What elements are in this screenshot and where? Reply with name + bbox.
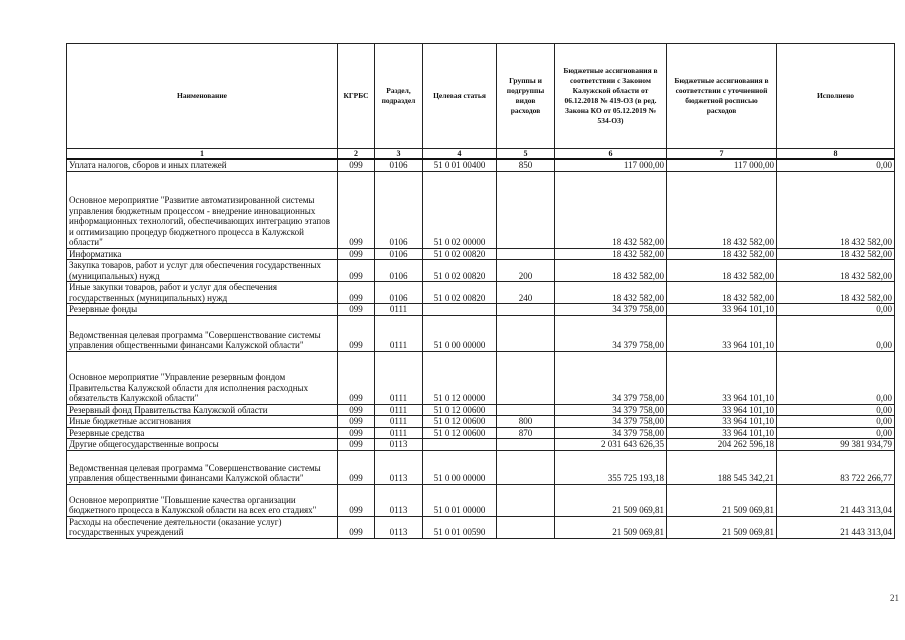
row-kgrbs: 099 xyxy=(338,484,375,516)
row-kgrbs: 099 xyxy=(338,315,375,351)
row-section: 0113 xyxy=(375,516,423,538)
column-number: 7 xyxy=(667,149,777,160)
row-executed: 0,00 xyxy=(777,416,895,428)
row-executed: 83 722 266,77 xyxy=(777,450,895,484)
table-row xyxy=(67,159,895,171)
row-executed: 0,00 xyxy=(777,315,895,351)
row-target: 51 0 00 00000 xyxy=(423,315,497,351)
row-group xyxy=(497,315,555,351)
row-group xyxy=(497,450,555,484)
row-executed: 0,00 xyxy=(777,304,895,316)
table-row xyxy=(67,516,895,538)
row-roster-allocations: 33 964 101,10 xyxy=(667,351,777,404)
row-name: Иные закупки товаров, работ и услуг для обеспечения государственных (муниципальных) нужд xyxy=(67,282,338,304)
row-executed: 0,00 xyxy=(777,351,895,404)
row-kgrbs: 099 xyxy=(338,159,375,171)
row-section: 0106 xyxy=(375,248,423,260)
row-kgrbs: 099 xyxy=(338,404,375,416)
row-roster-allocations: 33 964 101,10 xyxy=(667,404,777,416)
table-row xyxy=(67,351,895,404)
row-target: 51 0 02 00820 xyxy=(423,282,497,304)
row-name: Резервные фонды xyxy=(67,304,338,316)
table-row xyxy=(67,315,895,351)
table-row xyxy=(67,282,895,304)
row-group xyxy=(497,484,555,516)
row-law-allocations: 21 509 069,81 xyxy=(555,484,667,516)
row-executed: 18 432 582,00 xyxy=(777,171,895,248)
row-section: 0111 xyxy=(375,404,423,416)
row-target: 51 0 02 00820 xyxy=(423,248,497,260)
header-group: Группы и подгруппы видов расходов xyxy=(497,44,555,149)
column-number: 3 xyxy=(375,149,423,160)
table-row xyxy=(67,427,895,439)
row-kgrbs: 099 xyxy=(338,439,375,451)
header-name: Наименование xyxy=(67,44,338,149)
row-law-allocations: 34 379 758,00 xyxy=(555,315,667,351)
row-group xyxy=(497,304,555,316)
row-roster-allocations: 21 509 069,81 xyxy=(667,516,777,538)
row-kgrbs: 099 xyxy=(338,171,375,248)
column-number: 2 xyxy=(338,149,375,160)
row-section: 0106 xyxy=(375,159,423,171)
row-kgrbs: 099 xyxy=(338,416,375,428)
row-name: Расходы на обеспечение деятельности (оказание услуг) государственных учреждений xyxy=(67,516,338,538)
row-section: 0111 xyxy=(375,427,423,439)
table-row xyxy=(67,416,895,428)
row-executed: 21 443 313,04 xyxy=(777,516,895,538)
row-name: Ведомственная целевая программа "Совершенствование системы управления общественными финансами Калужской области" xyxy=(67,450,338,484)
row-law-allocations: 355 725 193,18 xyxy=(555,450,667,484)
table-row xyxy=(67,248,895,260)
row-name: Основное мероприятие "Развитие автоматизированной системы управления бюджетным процессом - внедрение инновационных информационных технологий, обеспечивающих интеграцию этапов и оптимизацию процедур бюджетного процесса в Калужской области" xyxy=(67,171,338,248)
row-executed: 18 432 582,00 xyxy=(777,282,895,304)
header-executed: Исполнено xyxy=(777,44,895,149)
column-number: 6 xyxy=(555,149,667,160)
page-number: 21 xyxy=(890,593,899,603)
row-name: Закупка товаров, работ и услуг для обеспечения государственных (муниципальных) нужд xyxy=(67,260,338,282)
row-law-allocations: 34 379 758,00 xyxy=(555,416,667,428)
row-kgrbs: 099 xyxy=(338,248,375,260)
table-row xyxy=(67,404,895,416)
row-target: 51 0 00 00000 xyxy=(423,450,497,484)
header-roster-allocations: Бюджетные ассигнования в соответствии с уточненной бюджетной росписью расходов xyxy=(667,44,777,149)
row-name: Уплата налогов, сборов и иных платежей xyxy=(67,159,338,171)
row-name: Резервный фонд Правительства Калужской области xyxy=(67,404,338,416)
row-target: 51 0 12 00600 xyxy=(423,427,497,439)
row-target xyxy=(423,304,497,316)
table-row xyxy=(67,439,895,451)
row-section: 0111 xyxy=(375,315,423,351)
row-roster-allocations: 18 432 582,00 xyxy=(667,282,777,304)
row-roster-allocations: 33 964 101,10 xyxy=(667,427,777,439)
row-executed: 18 432 582,00 xyxy=(777,260,895,282)
row-law-allocations: 34 379 758,00 xyxy=(555,427,667,439)
column-number: 1 xyxy=(67,149,338,160)
row-law-allocations: 117 000,00 xyxy=(555,159,667,171)
row-executed: 21 443 313,04 xyxy=(777,484,895,516)
row-group: 870 xyxy=(497,427,555,439)
header-law-allocations: Бюджетные ассигнования в соответствии с Законом Калужской области от 06.12.2018 № 419-ОЗ (в ред. Закона КО от 05.12.2019 № 534-ОЗ) xyxy=(555,44,667,149)
header-row xyxy=(67,44,895,149)
row-target xyxy=(423,439,497,451)
row-group: 800 xyxy=(497,416,555,428)
row-name: Ведомственная целевая программа "Совершенствование системы управления общественными финансами Калужской области" xyxy=(67,315,338,351)
row-roster-allocations: 18 432 582,00 xyxy=(667,171,777,248)
row-kgrbs: 099 xyxy=(338,516,375,538)
row-target: 51 0 02 00820 xyxy=(423,260,497,282)
column-number: 4 xyxy=(423,149,497,160)
row-law-allocations: 2 031 643 626,35 xyxy=(555,439,667,451)
table-row xyxy=(67,171,895,248)
row-section: 0111 xyxy=(375,304,423,316)
row-group xyxy=(497,248,555,260)
row-kgrbs: 099 xyxy=(338,260,375,282)
row-target: 51 0 01 00590 xyxy=(423,516,497,538)
column-number: 8 xyxy=(777,149,895,160)
row-group xyxy=(497,171,555,248)
row-group xyxy=(497,439,555,451)
row-target: 51 0 02 00000 xyxy=(423,171,497,248)
row-roster-allocations: 117 000,00 xyxy=(667,159,777,171)
row-section: 0106 xyxy=(375,171,423,248)
row-section: 0113 xyxy=(375,450,423,484)
row-name: Основное мероприятие "Повышение качества организации бюджетного процесса в Калужской области на всех его стадиях" xyxy=(67,484,338,516)
header-section: Раздел, подраздел xyxy=(375,44,423,149)
header-kgrbs: КГРБС xyxy=(338,44,375,149)
row-section: 0111 xyxy=(375,351,423,404)
row-kgrbs: 099 xyxy=(338,351,375,404)
table-row xyxy=(67,260,895,282)
row-executed: 0,00 xyxy=(777,404,895,416)
row-target: 51 0 01 00000 xyxy=(423,484,497,516)
budget-table xyxy=(66,43,895,539)
row-law-allocations: 18 432 582,00 xyxy=(555,171,667,248)
column-number: 5 xyxy=(497,149,555,160)
row-target: 51 0 12 00600 xyxy=(423,404,497,416)
row-name: Другие общегосударственные вопросы xyxy=(67,439,338,451)
row-target: 51 0 01 00400 xyxy=(423,159,497,171)
row-group: 240 xyxy=(497,282,555,304)
row-roster-allocations: 188 545 342,21 xyxy=(667,450,777,484)
row-group xyxy=(497,404,555,416)
row-law-allocations: 18 432 582,00 xyxy=(555,282,667,304)
row-name: Основное мероприятие "Управление резервным фондом Правительства Калужской области для исполнения расходных обязательств Калужской области" xyxy=(67,351,338,404)
row-group xyxy=(497,516,555,538)
row-roster-allocations: 18 432 582,00 xyxy=(667,248,777,260)
row-kgrbs: 099 xyxy=(338,304,375,316)
row-name: Резервные средства xyxy=(67,427,338,439)
row-roster-allocations: 33 964 101,10 xyxy=(667,416,777,428)
row-section: 0113 xyxy=(375,484,423,516)
row-kgrbs: 099 xyxy=(338,427,375,439)
table-row xyxy=(67,484,895,516)
row-executed: 0,00 xyxy=(777,427,895,439)
row-section: 0113 xyxy=(375,439,423,451)
row-roster-allocations: 18 432 582,00 xyxy=(667,260,777,282)
row-executed: 99 381 934,79 xyxy=(777,439,895,451)
row-target: 51 0 12 00600 xyxy=(423,416,497,428)
row-roster-allocations: 33 964 101,10 xyxy=(667,304,777,316)
column-number-row xyxy=(67,149,895,160)
row-law-allocations: 34 379 758,00 xyxy=(555,351,667,404)
row-group xyxy=(497,351,555,404)
row-section: 0106 xyxy=(375,282,423,304)
row-section: 0111 xyxy=(375,416,423,428)
row-law-allocations: 34 379 758,00 xyxy=(555,304,667,316)
row-roster-allocations: 21 509 069,81 xyxy=(667,484,777,516)
row-kgrbs: 099 xyxy=(338,450,375,484)
row-executed: 18 432 582,00 xyxy=(777,248,895,260)
row-target: 51 0 12 00000 xyxy=(423,351,497,404)
header-target: Целевая статья xyxy=(423,44,497,149)
row-name: Иные бюджетные ассигнования xyxy=(67,416,338,428)
row-law-allocations: 34 379 758,00 xyxy=(555,404,667,416)
row-law-allocations: 18 432 582,00 xyxy=(555,248,667,260)
table-row xyxy=(67,304,895,316)
row-roster-allocations: 204 262 596,18 xyxy=(667,439,777,451)
row-law-allocations: 18 432 582,00 xyxy=(555,260,667,282)
row-kgrbs: 099 xyxy=(338,282,375,304)
row-roster-allocations: 33 964 101,10 xyxy=(667,315,777,351)
row-executed: 0,00 xyxy=(777,159,895,171)
table-row xyxy=(67,450,895,484)
row-group: 200 xyxy=(497,260,555,282)
row-law-allocations: 21 509 069,81 xyxy=(555,516,667,538)
row-name: Информатика xyxy=(67,248,338,260)
row-group: 850 xyxy=(497,159,555,171)
row-section: 0106 xyxy=(375,260,423,282)
